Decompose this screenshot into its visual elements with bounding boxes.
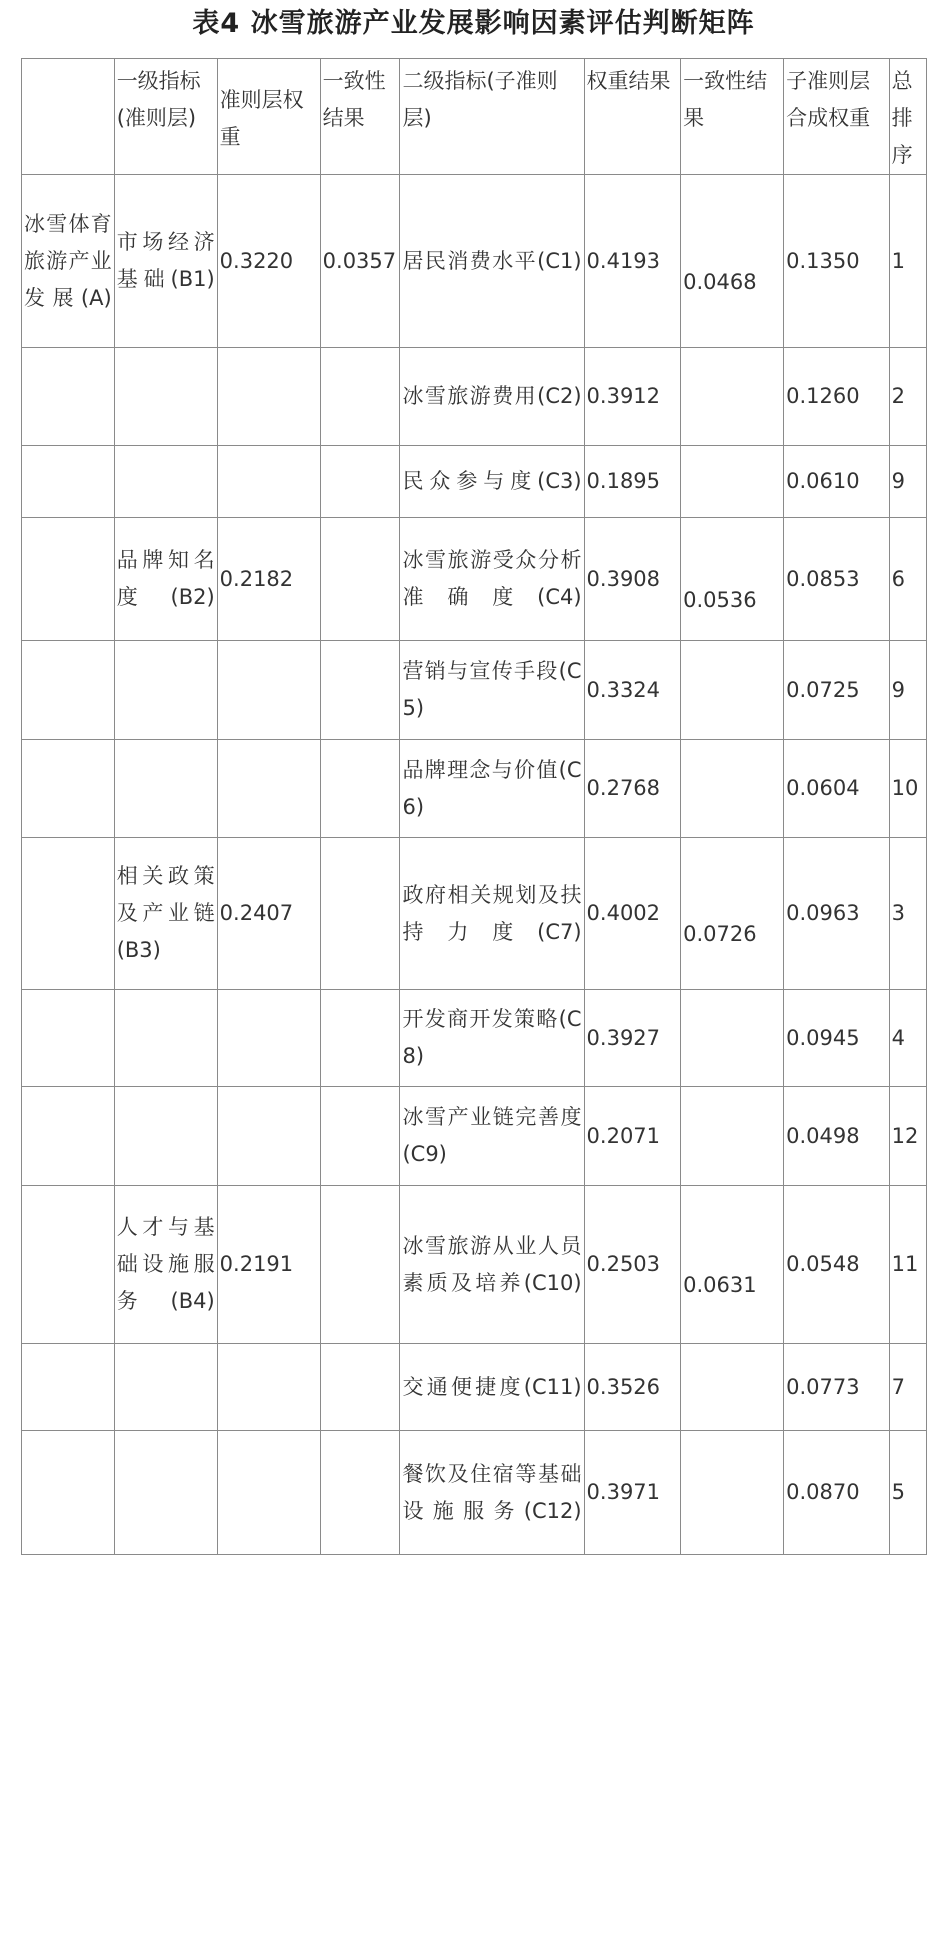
header-cell-3: 一致性结果 [320,59,400,175]
target-cell [22,518,115,641]
criterion-cell: 相关政策及产业链(B3) [114,838,217,990]
rank-cell: 9 [889,641,926,740]
criterion-consistency-cell [320,1087,400,1186]
weight-cell: 0.1895 [584,446,681,518]
header-cell-5: 权重结果 [584,59,681,175]
table-body [22,59,927,1555]
criterion-consistency-cell [320,446,400,518]
criterion-cell: 市场经济基础(B1) [114,175,217,348]
criterion-consistency-cell: 0.0357 [320,175,400,348]
criterion-consistency-cell [320,838,400,990]
combined-weight-cell: 0.0853 [784,518,890,641]
sub-consistency-cell [681,990,784,1087]
criterion-consistency-cell [320,348,400,446]
table-row [22,1344,927,1431]
sub-consistency-cell [681,1431,784,1555]
criterion-cell [114,1087,217,1186]
target-cell [22,1344,115,1431]
criterion-consistency-cell [320,990,400,1087]
criterion-consistency-cell [320,1344,400,1431]
sub-consistency-cell [681,1087,784,1186]
header-cell-1: 一级指标(准则层) [114,59,217,175]
combined-weight-cell: 0.0604 [784,740,890,838]
weight-cell: 0.3908 [584,518,681,641]
weight-cell: 0.4193 [584,175,681,348]
table-row [22,518,927,641]
table-row [22,1431,927,1555]
criterion-weight-cell [217,740,320,838]
sub-consistency-cell [681,641,784,740]
rank-cell: 6 [889,518,926,641]
criterion-cell [114,1344,217,1431]
sub-consistency-cell [681,446,784,518]
criterion-cell [114,446,217,518]
criterion-weight-cell [217,641,320,740]
header-cell-2: 准则层权重 [217,59,320,175]
criterion-cell [114,641,217,740]
criterion-weight-cell: 0.2191 [217,1186,320,1344]
criterion-weight-cell: 0.2182 [217,518,320,641]
combined-weight-cell: 0.0773 [784,1344,890,1431]
criterion-cell [114,990,217,1087]
sub-consistency-cell [681,740,784,838]
sub-criterion-cell: 冰雪旅游受众分析准确度(C4) [400,518,584,641]
target-cell [22,990,115,1087]
rank-cell: 7 [889,1344,926,1431]
criterion-weight-cell [217,1087,320,1186]
header-cell-0 [22,59,115,175]
combined-weight-cell: 0.0945 [784,990,890,1087]
criterion-cell [114,348,217,446]
weight-cell: 0.3927 [584,990,681,1087]
combined-weight-cell: 0.0548 [784,1186,890,1344]
criterion-weight-cell [217,990,320,1087]
weight-cell: 0.3971 [584,1431,681,1555]
criterion-cell [114,740,217,838]
sub-criterion-cell: 品牌理念与价值(C6) [400,740,584,838]
weight-cell: 0.4002 [584,838,681,990]
target-cell [22,1087,115,1186]
rank-cell: 9 [889,446,926,518]
criterion-weight-cell [217,348,320,446]
weight-cell: 0.2503 [584,1186,681,1344]
target-cell [22,348,115,446]
criterion-weight-cell: 0.3220 [217,175,320,348]
combined-weight-cell: 0.0963 [784,838,890,990]
combined-weight-cell: 0.0610 [784,446,890,518]
rank-cell: 5 [889,1431,926,1555]
combined-weight-cell: 0.0870 [784,1431,890,1555]
combined-weight-cell: 0.1260 [784,348,890,446]
evaluation-matrix-table [21,58,927,1555]
criterion-weight-cell [217,1344,320,1431]
target-cell [22,740,115,838]
rank-cell: 2 [889,348,926,446]
weight-cell: 0.2071 [584,1087,681,1186]
sub-consistency-cell: 0.0631 [681,1186,784,1344]
table-row [22,740,927,838]
weight-cell: 0.3912 [584,348,681,446]
table-row [22,348,927,446]
sub-criterion-cell: 冰雪产业链完善度(C9) [400,1087,584,1186]
sub-criterion-cell: 冰雪旅游费用(C2) [400,348,584,446]
rank-cell: 11 [889,1186,926,1344]
sub-criterion-cell: 开发商开发策略(C8) [400,990,584,1087]
table-row [22,175,927,348]
sub-criterion-cell: 居民消费水平(C1) [400,175,584,348]
target-cell [22,1186,115,1344]
combined-weight-cell: 0.0725 [784,641,890,740]
target-cell: 冰雪体育旅游产业发展(A) [22,175,115,348]
rank-cell: 3 [889,838,926,990]
table-row [22,446,927,518]
criterion-weight-cell [217,1431,320,1555]
target-cell [22,446,115,518]
sub-criterion-cell: 餐饮及住宿等基础设施服务(C12) [400,1431,584,1555]
header-cell-6: 一致性结果 [681,59,784,175]
table-row [22,1087,927,1186]
target-cell [22,838,115,990]
rank-cell: 1 [889,175,926,348]
sub-criterion-cell: 交通便捷度(C11) [400,1344,584,1431]
criterion-weight-cell: 0.2407 [217,838,320,990]
sub-consistency-cell: 0.0536 [681,518,784,641]
criterion-cell [114,1431,217,1555]
target-cell [22,641,115,740]
sub-consistency-cell: 0.0468 [681,175,784,348]
table-row [22,838,927,990]
criterion-consistency-cell [320,641,400,740]
combined-weight-cell: 0.1350 [784,175,890,348]
header-cell-8: 总排序 [889,59,926,175]
criterion-consistency-cell [320,1186,400,1344]
criterion-consistency-cell [320,740,400,838]
combined-weight-cell: 0.0498 [784,1087,890,1186]
rank-cell: 10 [889,740,926,838]
table-title: 表4 冰雪旅游产业发展影响因素评估判断矩阵 [192,8,755,39]
table-row [22,641,927,740]
weight-cell: 0.3526 [584,1344,681,1431]
header-cell-7: 子准则层合成权重 [784,59,890,175]
criterion-consistency-cell [320,518,400,641]
sub-consistency-cell [681,348,784,446]
criterion-weight-cell [217,446,320,518]
criterion-cell: 人才与基础设施服务(B4) [114,1186,217,1344]
sub-criterion-cell: 民众参与度(C3) [400,446,584,518]
sub-criterion-cell: 营销与宣传手段(C5) [400,641,584,740]
sub-criterion-cell: 冰雪旅游从业人员素质及培养(C10) [400,1186,584,1344]
weight-cell: 0.3324 [584,641,681,740]
weight-cell: 0.2768 [584,740,681,838]
sub-consistency-cell: 0.0726 [681,838,784,990]
rank-cell: 12 [889,1087,926,1186]
table-row [22,990,927,1087]
criterion-cell: 品牌知名度(B2) [114,518,217,641]
sub-consistency-cell [681,1344,784,1431]
rank-cell: 4 [889,990,926,1087]
target-cell [22,1431,115,1555]
sub-criterion-cell: 政府相关规划及扶持力度(C7) [400,838,584,990]
table-row [22,1186,927,1344]
header-cell-4: 二级指标(子准则层) [400,59,584,175]
criterion-consistency-cell [320,1431,400,1555]
